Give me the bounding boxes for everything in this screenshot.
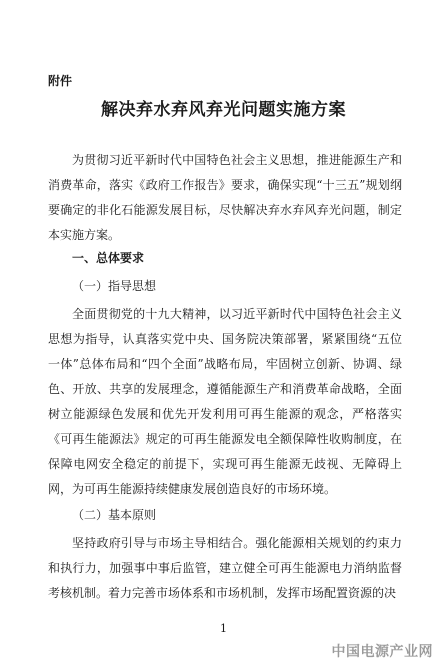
- subsection-heading-basic-principles: （二）基本原则: [72, 508, 157, 522]
- section-heading-general-requirements: 一、总体要求: [72, 251, 145, 265]
- document-title: 解决弃水弃风弃光问题实施方案: [101, 100, 346, 120]
- attachment-label: 附件: [48, 74, 73, 88]
- intro-paragraph: 为贯彻习近平新时代中国特色社会主义思想，推进能源生产和消费革命，落实《政府工作报告》要求，确保实现“十三五”规划纲要确定的非化石能源发展目标，尽快解决弃水弃风弃光问题，制定本实施方案。: [48, 153, 402, 242]
- basic-principles-paragraph: 坚持政府引导与市场主导相结合。强化能源相关规划的约束力和执行力，加强事中事后监管，建立健全可再生能源电力消纳监督考核机制。着力完善市场体系和市场机制，发挥市场配置资源的决: [48, 536, 402, 600]
- guiding-ideology-paragraph: 全面贯彻党的十九大精神，以习近平新时代中国特色社会主义思想为指导，认真落实党中央、国务院决策部署，紧紧围绕“五位一体”总体布局和“四个全面”战略布局，牢固树立创新、协调、绿色、开放、共享的发展理念，遵循能源生产和消费革命战略，全面树立能源绿色发展和优先开发利用可再生能源的观念，严格落实《可再生能源法》规定的可再生能源发电全额保障性收购制度，在保障电网安全稳定的前提下，实现可再生能源无歧视、无障碍上网，为可再生能源持续健康发展创造良好的市场环境。: [48, 307, 402, 496]
- subsection-heading-guiding-ideology: （一）指导思想: [72, 279, 157, 293]
- page-number: 1: [220, 622, 227, 635]
- watermark: 中国电源产业网: [331, 644, 433, 660]
